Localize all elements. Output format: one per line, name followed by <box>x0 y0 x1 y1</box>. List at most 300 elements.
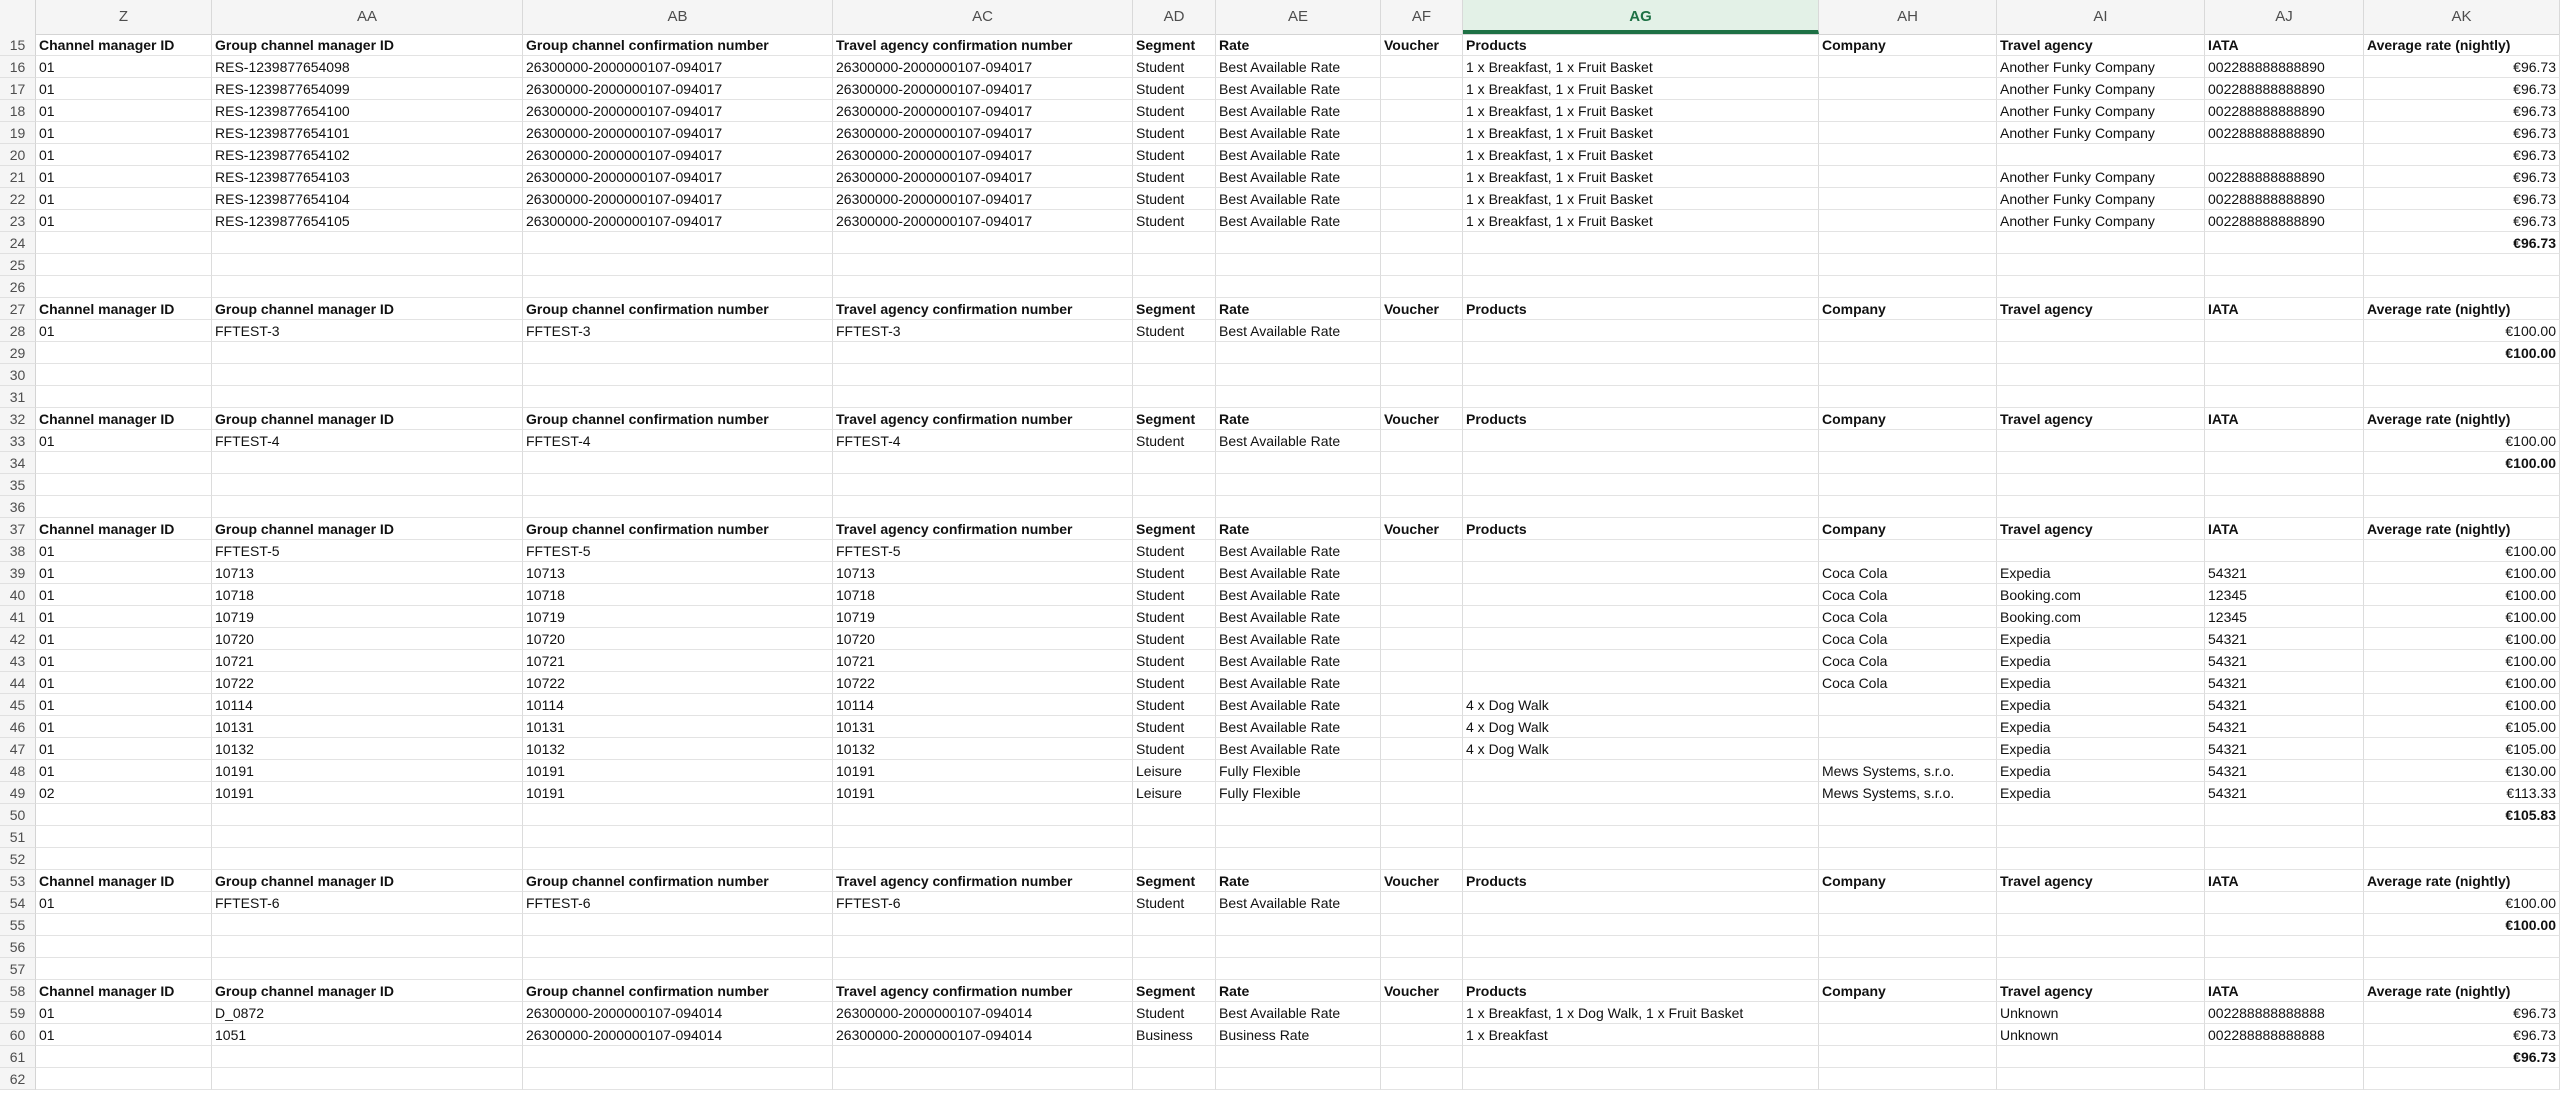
cell[interactable]: Best Available Rate <box>1216 584 1381 606</box>
cell[interactable]: 01 <box>36 892 212 914</box>
cell[interactable] <box>1463 430 1819 452</box>
row-number[interactable]: 56 <box>0 936 36 958</box>
cell[interactable] <box>1819 188 1997 210</box>
average-total-cell[interactable]: €96.73 <box>2364 1046 2560 1068</box>
column-title-cell[interactable]: Group channel manager ID <box>212 298 523 320</box>
cell[interactable]: 26300000-2000000107-094014 <box>523 1024 833 1046</box>
cell[interactable]: €96.73 <box>2364 144 2560 166</box>
row-number[interactable]: 28 <box>0 320 36 342</box>
cell[interactable]: 10721 <box>523 650 833 672</box>
cell[interactable] <box>1463 628 1819 650</box>
cell[interactable] <box>1381 254 1463 276</box>
column-title-cell[interactable]: Voucher <box>1381 518 1463 540</box>
row-number[interactable]: 47 <box>0 738 36 760</box>
column-header-aj[interactable]: AJ <box>2205 0 2364 34</box>
cell[interactable]: €105.00 <box>2364 716 2560 738</box>
cell[interactable]: Another Funky Company <box>1997 78 2205 100</box>
cell[interactable] <box>1381 760 1463 782</box>
cell[interactable] <box>1381 364 1463 386</box>
cell[interactable]: Student <box>1133 650 1216 672</box>
cell[interactable]: €113.33 <box>2364 782 2560 804</box>
cell[interactable] <box>1463 364 1819 386</box>
row-number[interactable]: 15 <box>0 34 36 56</box>
cell[interactable]: 10718 <box>833 584 1133 606</box>
row-number[interactable]: 48 <box>0 760 36 782</box>
row-number[interactable]: 59 <box>0 1002 36 1024</box>
cell[interactable] <box>1463 496 1819 518</box>
cell[interactable] <box>833 1068 1133 1090</box>
cell[interactable] <box>1819 914 1997 936</box>
cell[interactable] <box>1463 276 1819 298</box>
average-total-cell[interactable]: €96.73 <box>2364 232 2560 254</box>
cell[interactable]: Student <box>1133 100 1216 122</box>
column-title-cell[interactable]: Average rate (nightly) <box>2364 870 2560 892</box>
cell[interactable] <box>2364 254 2560 276</box>
cell[interactable] <box>1381 452 1463 474</box>
cell[interactable]: Best Available Rate <box>1216 892 1381 914</box>
cell[interactable]: FFTEST-5 <box>212 540 523 562</box>
cell[interactable]: 10722 <box>833 672 1133 694</box>
row-number[interactable]: 37 <box>0 518 36 540</box>
cell[interactable]: Best Available Rate <box>1216 562 1381 584</box>
cell[interactable]: Expedia <box>1997 694 2205 716</box>
cell[interactable]: Best Available Rate <box>1216 210 1381 232</box>
row-number[interactable]: 44 <box>0 672 36 694</box>
cell[interactable]: RES-1239877654100 <box>212 100 523 122</box>
cell[interactable]: 54321 <box>2205 650 2364 672</box>
cell[interactable]: FFTEST-6 <box>212 892 523 914</box>
cell[interactable]: Student <box>1133 562 1216 584</box>
cell[interactable] <box>36 386 212 408</box>
cell[interactable]: Student <box>1133 628 1216 650</box>
cell[interactable]: RES-1239877654104 <box>212 188 523 210</box>
column-header-ac[interactable]: AC <box>833 0 1133 34</box>
cell[interactable]: Student <box>1133 56 1216 78</box>
cell[interactable] <box>1216 342 1381 364</box>
row-number[interactable]: 33 <box>0 430 36 452</box>
cell[interactable] <box>1819 1068 1997 1090</box>
column-title-cell[interactable]: Travel agency confirmation number <box>833 870 1133 892</box>
cell[interactable]: 4 x Dog Walk <box>1463 738 1819 760</box>
cell[interactable] <box>1463 826 1819 848</box>
cell[interactable] <box>36 342 212 364</box>
cell[interactable]: 26300000-2000000107-094014 <box>523 1002 833 1024</box>
column-title-cell[interactable]: Channel manager ID <box>36 980 212 1002</box>
cell[interactable] <box>1819 958 1997 980</box>
cell[interactable] <box>1133 1068 1216 1090</box>
cell[interactable]: 26300000-2000000107-094014 <box>833 1002 1133 1024</box>
cell[interactable]: 54321 <box>2205 738 2364 760</box>
cell[interactable]: FFTEST-6 <box>523 892 833 914</box>
cell[interactable] <box>2205 936 2364 958</box>
cell[interactable]: 01 <box>36 760 212 782</box>
cell[interactable]: 54321 <box>2205 562 2364 584</box>
cell[interactable] <box>1381 320 1463 342</box>
cell[interactable] <box>1381 782 1463 804</box>
cell[interactable] <box>1133 364 1216 386</box>
cell[interactable]: Best Available Rate <box>1216 320 1381 342</box>
cell[interactable]: Best Available Rate <box>1216 540 1381 562</box>
cell[interactable]: Student <box>1133 1002 1216 1024</box>
cell[interactable]: Student <box>1133 606 1216 628</box>
cell[interactable]: FFTEST-3 <box>523 320 833 342</box>
cell[interactable] <box>2364 386 2560 408</box>
cell[interactable] <box>1997 430 2205 452</box>
cell[interactable]: Student <box>1133 144 1216 166</box>
cell[interactable]: €96.73 <box>2364 166 2560 188</box>
cell[interactable] <box>1133 474 1216 496</box>
cell[interactable] <box>1463 452 1819 474</box>
cell[interactable]: 26300000-2000000107-094017 <box>523 122 833 144</box>
cell[interactable]: 10722 <box>212 672 523 694</box>
cell[interactable] <box>1997 276 2205 298</box>
cell[interactable] <box>833 386 1133 408</box>
cell[interactable]: 10721 <box>212 650 523 672</box>
cell[interactable]: FFTEST-3 <box>833 320 1133 342</box>
cell[interactable] <box>1819 342 1997 364</box>
column-title-cell[interactable]: Segment <box>1133 408 1216 430</box>
cell[interactable] <box>212 1046 523 1068</box>
cell[interactable]: Another Funky Company <box>1997 188 2205 210</box>
cell[interactable] <box>1997 958 2205 980</box>
cell[interactable]: 10720 <box>833 628 1133 650</box>
cell[interactable]: Expedia <box>1997 628 2205 650</box>
cell[interactable] <box>1216 232 1381 254</box>
cell[interactable] <box>2205 474 2364 496</box>
cell[interactable]: 1 x Breakfast, 1 x Fruit Basket <box>1463 166 1819 188</box>
cell[interactable] <box>833 936 1133 958</box>
cell[interactable] <box>1463 804 1819 826</box>
cell[interactable] <box>1463 672 1819 694</box>
cell[interactable]: Business Rate <box>1216 1024 1381 1046</box>
cell[interactable]: 01 <box>36 78 212 100</box>
cell[interactable] <box>2205 1068 2364 1090</box>
cell[interactable] <box>523 936 833 958</box>
row-number[interactable]: 24 <box>0 232 36 254</box>
cell[interactable] <box>1463 914 1819 936</box>
cell[interactable]: 54321 <box>2205 782 2364 804</box>
cell[interactable]: FFTEST-5 <box>523 540 833 562</box>
cell[interactable] <box>2205 364 2364 386</box>
cell[interactable] <box>212 496 523 518</box>
cell[interactable]: €96.73 <box>2364 210 2560 232</box>
cell[interactable]: 10713 <box>212 562 523 584</box>
cell[interactable] <box>1463 848 1819 870</box>
column-title-cell[interactable]: Segment <box>1133 518 1216 540</box>
average-total-cell[interactable]: €100.00 <box>2364 342 2560 364</box>
cell[interactable]: Fully Flexible <box>1216 760 1381 782</box>
cell[interactable]: Expedia <box>1997 650 2205 672</box>
cell[interactable]: Leisure <box>1133 782 1216 804</box>
cell[interactable]: Another Funky Company <box>1997 100 2205 122</box>
cell[interactable] <box>36 826 212 848</box>
cell[interactable]: 26300000-2000000107-094017 <box>523 56 833 78</box>
column-title-cell[interactable]: Travel agency <box>1997 980 2205 1002</box>
cell[interactable] <box>523 342 833 364</box>
column-header-ag[interactable]: AG <box>1463 0 1819 34</box>
column-title-cell[interactable]: Channel manager ID <box>36 34 212 56</box>
column-header-ad[interactable]: AD <box>1133 0 1216 34</box>
row-number[interactable]: 45 <box>0 694 36 716</box>
cell[interactable] <box>1997 892 2205 914</box>
column-title-cell[interactable]: Average rate (nightly) <box>2364 518 2560 540</box>
cell[interactable] <box>523 386 833 408</box>
cell[interactable] <box>1997 144 2205 166</box>
row-number[interactable]: 41 <box>0 606 36 628</box>
row-number[interactable]: 26 <box>0 276 36 298</box>
cell[interactable] <box>523 496 833 518</box>
cell[interactable]: 26300000-2000000107-094017 <box>833 144 1133 166</box>
cell[interactable]: 26300000-2000000107-094017 <box>833 56 1133 78</box>
cell[interactable] <box>2205 144 2364 166</box>
cell[interactable] <box>1819 474 1997 496</box>
cell[interactable] <box>1216 1068 1381 1090</box>
cell[interactable] <box>212 254 523 276</box>
cell[interactable]: 1 x Breakfast, 1 x Fruit Basket <box>1463 78 1819 100</box>
cell[interactable] <box>36 804 212 826</box>
cell[interactable] <box>36 914 212 936</box>
cell[interactable]: 01 <box>36 606 212 628</box>
cell[interactable]: Coca Cola <box>1819 672 1997 694</box>
cell[interactable] <box>1819 892 1997 914</box>
column-title-cell[interactable]: Channel manager ID <box>36 408 212 430</box>
cell[interactable] <box>2205 958 2364 980</box>
cell[interactable]: 4 x Dog Walk <box>1463 694 1819 716</box>
cell[interactable] <box>1381 78 1463 100</box>
column-header-ab[interactable]: AB <box>523 0 833 34</box>
cell[interactable] <box>1381 1024 1463 1046</box>
cell[interactable]: 01 <box>36 738 212 760</box>
column-title-cell[interactable]: Average rate (nightly) <box>2364 980 2560 1002</box>
cell[interactable] <box>1819 716 1997 738</box>
row-number[interactable]: 19 <box>0 122 36 144</box>
cell[interactable] <box>1819 144 1997 166</box>
cell[interactable] <box>36 1046 212 1068</box>
cell[interactable]: 01 <box>36 122 212 144</box>
cell[interactable] <box>1819 694 1997 716</box>
cell[interactable]: 10131 <box>212 716 523 738</box>
cell[interactable]: Student <box>1133 540 1216 562</box>
cell[interactable] <box>1463 474 1819 496</box>
cell[interactable] <box>1819 78 1997 100</box>
column-header-af[interactable]: AF <box>1381 0 1463 34</box>
column-title-cell[interactable]: Travel agency <box>1997 870 2205 892</box>
cell[interactable] <box>1463 386 1819 408</box>
column-header-ai[interactable]: AI <box>1997 0 2205 34</box>
cell[interactable] <box>833 1046 1133 1068</box>
cell[interactable] <box>2205 430 2364 452</box>
cell[interactable] <box>1381 738 1463 760</box>
cell[interactable]: Student <box>1133 166 1216 188</box>
cell[interactable] <box>523 276 833 298</box>
column-header-aa[interactable]: AA <box>212 0 523 34</box>
cell[interactable]: Best Available Rate <box>1216 430 1381 452</box>
cell[interactable]: Student <box>1133 210 1216 232</box>
cell[interactable] <box>1381 958 1463 980</box>
cell[interactable] <box>1133 386 1216 408</box>
cell[interactable] <box>2205 386 2364 408</box>
cell[interactable]: RES-1239877654105 <box>212 210 523 232</box>
cell[interactable] <box>1216 914 1381 936</box>
cell[interactable]: Another Funky Company <box>1997 166 2205 188</box>
cell[interactable]: 01 <box>36 716 212 738</box>
column-title-cell[interactable]: IATA <box>2205 518 2364 540</box>
cell[interactable]: 10132 <box>833 738 1133 760</box>
cell[interactable] <box>523 848 833 870</box>
cell[interactable] <box>1381 210 1463 232</box>
column-title-cell[interactable]: IATA <box>2205 34 2364 56</box>
cell[interactable] <box>212 848 523 870</box>
cell[interactable]: RES-1239877654103 <box>212 166 523 188</box>
cell[interactable] <box>833 496 1133 518</box>
cell[interactable]: Expedia <box>1997 672 2205 694</box>
row-number[interactable]: 38 <box>0 540 36 562</box>
cell[interactable] <box>1819 320 1997 342</box>
cell[interactable] <box>1133 452 1216 474</box>
cell[interactable] <box>1133 232 1216 254</box>
cell[interactable] <box>523 804 833 826</box>
cell[interactable]: Student <box>1133 78 1216 100</box>
column-title-cell[interactable]: Average rate (nightly) <box>2364 408 2560 430</box>
cell[interactable]: Business <box>1133 1024 1216 1046</box>
cell[interactable]: Student <box>1133 672 1216 694</box>
cell[interactable] <box>1997 232 2205 254</box>
cell[interactable]: 1 x Breakfast, 1 x Fruit Basket <box>1463 122 1819 144</box>
column-header-ah[interactable]: AH <box>1819 0 1997 34</box>
cell[interactable] <box>1819 452 1997 474</box>
cell[interactable] <box>1133 1046 1216 1068</box>
cell[interactable] <box>1133 276 1216 298</box>
column-title-cell[interactable]: Group channel manager ID <box>212 408 523 430</box>
cell[interactable]: 10713 <box>523 562 833 584</box>
cell[interactable] <box>212 826 523 848</box>
cell[interactable] <box>1819 804 1997 826</box>
cell[interactable]: 10132 <box>212 738 523 760</box>
column-title-cell[interactable]: Group channel manager ID <box>212 34 523 56</box>
cell-grid[interactable] <box>0 34 2560 1100</box>
column-title-cell[interactable]: Group channel manager ID <box>212 870 523 892</box>
cell[interactable] <box>1216 496 1381 518</box>
cell[interactable]: Coca Cola <box>1819 628 1997 650</box>
cell[interactable] <box>1381 562 1463 584</box>
cell[interactable] <box>2364 936 2560 958</box>
row-number[interactable]: 36 <box>0 496 36 518</box>
cell[interactable] <box>833 804 1133 826</box>
cell[interactable] <box>833 342 1133 364</box>
cell[interactable]: 10722 <box>523 672 833 694</box>
cell[interactable]: 10191 <box>212 760 523 782</box>
cell[interactable]: Expedia <box>1997 738 2205 760</box>
cell[interactable] <box>1381 342 1463 364</box>
cell[interactable] <box>212 804 523 826</box>
cell[interactable]: FFTEST-4 <box>212 430 523 452</box>
cell[interactable] <box>1381 188 1463 210</box>
row-number[interactable]: 43 <box>0 650 36 672</box>
cell[interactable]: Best Available Rate <box>1216 144 1381 166</box>
cell[interactable] <box>1997 342 2205 364</box>
cell[interactable] <box>1463 1046 1819 1068</box>
cell[interactable] <box>2205 1046 2364 1068</box>
cell[interactable]: FFTEST-5 <box>833 540 1133 562</box>
cell[interactable] <box>1463 1068 1819 1090</box>
cell[interactable]: 54321 <box>2205 694 2364 716</box>
cell[interactable]: 26300000-2000000107-094014 <box>833 1024 1133 1046</box>
cell[interactable] <box>1997 452 2205 474</box>
cell[interactable] <box>1133 958 1216 980</box>
column-title-cell[interactable]: Voucher <box>1381 298 1463 320</box>
cell[interactable]: 54321 <box>2205 628 2364 650</box>
cell[interactable] <box>1133 826 1216 848</box>
column-title-cell[interactable]: Products <box>1463 870 1819 892</box>
cell[interactable]: €100.00 <box>2364 606 2560 628</box>
cell[interactable] <box>36 452 212 474</box>
cell[interactable] <box>833 364 1133 386</box>
cell[interactable] <box>1463 650 1819 672</box>
cell[interactable]: 002288888888890 <box>2205 122 2364 144</box>
cell[interactable]: 002288888888888 <box>2205 1024 2364 1046</box>
cell[interactable]: 10114 <box>833 694 1133 716</box>
cell[interactable] <box>1463 232 1819 254</box>
cell[interactable] <box>2364 474 2560 496</box>
cell[interactable]: 26300000-2000000107-094017 <box>523 210 833 232</box>
cell[interactable]: 02 <box>36 782 212 804</box>
cell[interactable]: 10721 <box>833 650 1133 672</box>
cell[interactable] <box>1819 1002 1997 1024</box>
cell[interactable] <box>1819 56 1997 78</box>
cell[interactable]: €100.00 <box>2364 562 2560 584</box>
cell[interactable] <box>523 914 833 936</box>
cell[interactable]: Student <box>1133 892 1216 914</box>
cell[interactable] <box>1216 826 1381 848</box>
cell[interactable]: 54321 <box>2205 716 2364 738</box>
column-title-cell[interactable]: Travel agency <box>1997 298 2205 320</box>
cell[interactable]: 01 <box>36 694 212 716</box>
cell[interactable]: FFTEST-6 <box>833 892 1133 914</box>
cell[interactable] <box>1381 650 1463 672</box>
cell[interactable]: Student <box>1133 716 1216 738</box>
cell[interactable]: 1 x Breakfast, 1 x Dog Walk, 1 x Fruit Basket <box>1463 1002 1819 1024</box>
cell[interactable] <box>1381 430 1463 452</box>
cell[interactable]: Best Available Rate <box>1216 628 1381 650</box>
cell[interactable] <box>1133 914 1216 936</box>
cell[interactable]: Best Available Rate <box>1216 738 1381 760</box>
row-number[interactable]: 23 <box>0 210 36 232</box>
cell[interactable] <box>523 958 833 980</box>
cell[interactable] <box>1133 848 1216 870</box>
cell[interactable]: 10191 <box>523 760 833 782</box>
cell[interactable] <box>212 452 523 474</box>
cell[interactable]: 1051 <box>212 1024 523 1046</box>
column-title-cell[interactable]: Travel agency confirmation number <box>833 408 1133 430</box>
cell[interactable]: 54321 <box>2205 672 2364 694</box>
cell[interactable]: €100.00 <box>2364 430 2560 452</box>
cell[interactable] <box>1216 848 1381 870</box>
cell[interactable]: 002288888888890 <box>2205 210 2364 232</box>
cell[interactable] <box>2364 848 2560 870</box>
cell[interactable]: Coca Cola <box>1819 584 1997 606</box>
column-title-cell[interactable]: Group channel confirmation number <box>523 870 833 892</box>
cell[interactable]: 01 <box>36 672 212 694</box>
cell[interactable]: Best Available Rate <box>1216 1002 1381 1024</box>
cell[interactable] <box>1463 760 1819 782</box>
cell[interactable]: 1 x Breakfast, 1 x Fruit Basket <box>1463 100 1819 122</box>
cell[interactable]: 26300000-2000000107-094017 <box>523 144 833 166</box>
cell[interactable] <box>833 848 1133 870</box>
cell[interactable]: Coca Cola <box>1819 562 1997 584</box>
cell[interactable]: Student <box>1133 430 1216 452</box>
cell[interactable]: FFTEST-4 <box>833 430 1133 452</box>
cell[interactable] <box>1819 254 1997 276</box>
